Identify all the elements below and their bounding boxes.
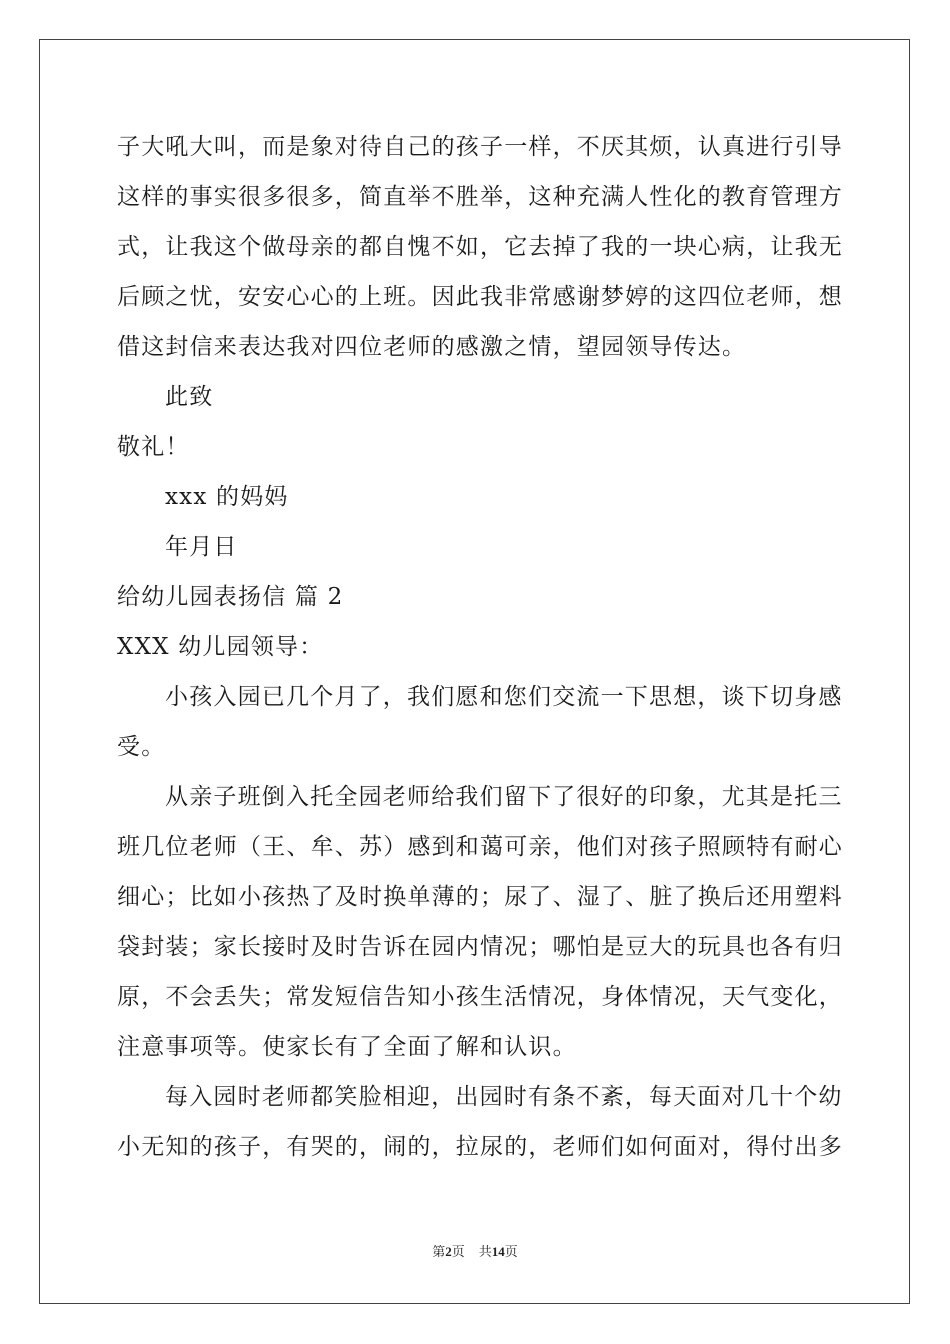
- paragraph-line: 小无知的孩子，有哭的，闹的，拉尿的，老师们如何面对，得付出多: [117, 1134, 843, 1160]
- total-pages: 14: [491, 1244, 505, 1259]
- date-text: 年月日: [165, 534, 238, 560]
- paragraph-line: 借这封信来表达我对四位老师的感激之情，望园领导传达。: [117, 334, 747, 360]
- page-prefix: 第: [432, 1245, 446, 1260]
- total-prefix: 共: [478, 1245, 492, 1260]
- page-footer: [0, 1241, 950, 1260]
- paragraph-line: 细心；比如小孩热了及时换单薄的；尿了、湿了、脏了换后还用塑料: [117, 884, 843, 910]
- paragraph-line: 后顾之忧，安安心心的上班。因此我非常感谢梦婷的这四位老师，想: [117, 284, 843, 310]
- salute-text: 敬礼！: [117, 434, 190, 460]
- page-number: 2: [445, 1244, 452, 1259]
- document-body: [117, 122, 843, 1172]
- page-suffix: 页: [451, 1245, 465, 1260]
- greeting-text: XXX 幼儿园领导：: [117, 634, 324, 660]
- paragraph-line: 子大吼大叫，而是象对待自己的孩子一样，不厌其烦，认真进行引导: [117, 134, 843, 160]
- paragraph-line: 小孩入园已几个月了，我们愿和您们交流一下思想，谈下切身感: [165, 684, 843, 710]
- paragraph-line: 原，不会丢失；常发短信告知小孩生活情况，身体情况，天气变化，: [117, 984, 843, 1010]
- paragraph-line: 从亲子班倒入托全园老师给我们留下了很好的印象，尤其是托三: [165, 784, 843, 810]
- paragraph-line: 注意事项等。使家长有了全面了解和认识。: [117, 1034, 577, 1060]
- signature-text: xxx 的妈妈: [165, 484, 289, 510]
- paragraph-line: 每入园时老师都笑脸相迎，出园时有条不紊，每天面对几十个幼: [165, 1084, 843, 1110]
- closing-text: 此致: [165, 384, 214, 410]
- paragraph-line: 受。: [117, 734, 166, 760]
- paragraph-line: 班几位老师（王、牟、苏）感到和蔼可亲，他们对孩子照顾特有耐心: [117, 834, 843, 860]
- total-suffix: 页: [504, 1245, 518, 1260]
- section-title: 给幼儿园表扬信 篇 2: [117, 584, 344, 610]
- paragraph-line: 袋封装；家长接时及时告诉在园内情况；哪怕是豆大的玩具也各有归: [117, 934, 843, 960]
- paragraph-line: 这样的事实很多很多，简直举不胜举，这种充满人性化的教育管理方: [117, 184, 843, 210]
- paragraph-line: 式，让我这个做母亲的都自愧不如，它去掉了我的一块心病，让我无: [117, 234, 843, 260]
